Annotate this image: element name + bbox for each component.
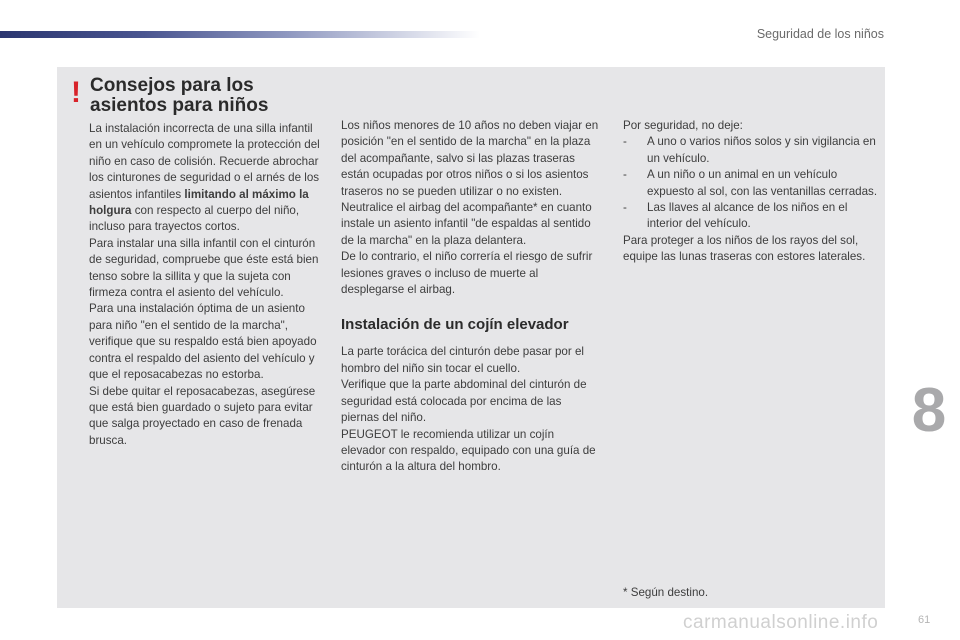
- column-3: [623, 118, 881, 266]
- paragraph-recommendation: PEUGEOT le recomienda utilizar un cojín elevador con respaldo, equipado con una guía de cinturón a la altura del hombro.: [341, 427, 596, 474]
- section-title: Consejos para los asientos para niños: [90, 75, 269, 116]
- paragraph-headrest: Si debe quitar el reposacabezas, asegúrese que está bien guardado o sujeto para evitar que salga proyectado en caso de frenada brusca.: [89, 384, 316, 447]
- emphasis-holgura: limitando al máximo la holgura: [89, 187, 309, 218]
- footnote: * Según destino.: [623, 586, 709, 599]
- paragraph-under-10: Los niños menores de 10 años no deben viajar en posición "en el sentido de la marcha" en la plaza del acompañante, salvo si las plazas traseras están ocupadas por otros niños o si los asientos traseros no se pueden utilizar o no existen.: [341, 119, 599, 198]
- list-item: - A uno o varios niños solos y sin vigilancia en un vehículo.: [623, 135, 876, 165]
- chapter-number: 8: [911, 376, 947, 445]
- watermark: carmanualsonline.info: [683, 612, 879, 633]
- list-item: - Las llaves al alcance de los niños en el interior del vehículo.: [623, 201, 848, 231]
- paragraph-risk: De lo contrario, el niño correría el riesgo de sufrir lesiones graves o incluso de muerte al desplegarse el airbag.: [341, 250, 593, 297]
- page-number: 61: [918, 614, 931, 626]
- paragraph-shoulder: La parte torácica del cinturón debe pasar por el hombro del niño sin tocar el cuello.: [341, 345, 584, 375]
- paragraph-lap-belt: Verifique que la parte abdominal del cinturón de seguridad está colocada por encima de las piernas del niño.: [341, 378, 587, 425]
- paragraph-forward-facing: Para una instalación óptima de un asiento para niño "en el sentido de la marcha", verifique que su respaldo está bien apoyado contra el respaldo del asiento del vehículo y que el reposacabezas no estorba.: [89, 302, 317, 382]
- column-1: [89, 121, 321, 449]
- paragraph-intro: Por seguridad, no deje:: [623, 119, 743, 132]
- paragraph-sun-protection: Para proteger a los niños de los rayos del sol, equipe las lunas traseras con estores laterales.: [623, 233, 866, 264]
- paragraph-airbag: Neutralice el airbag del acompañante* en cuanto instale un asiento infantil "de espaldas al sentido de la marcha" en la plaza delantera.: [341, 201, 592, 247]
- header-color-bar: [0, 31, 480, 38]
- column-2: [341, 118, 599, 476]
- chapter-title: Seguridad de los niños: [756, 27, 884, 41]
- subsection-title: Instalación de un cojín elevador: [341, 316, 569, 334]
- warning-exclamation-icon: !: [71, 76, 81, 109]
- paragraph-seatbelt: Para instalar una silla infantil con el cinturón de seguridad, compruebe que éste está bien tenso sobre la sillita y que la sujeta con firmeza contra el asiento del vehículo.: [89, 236, 319, 300]
- paragraph-installation: La instalación incorrecta de una silla infantil en un vehículo compromete la protección del niño en caso de colisión. Recuerde abrochar los cinturones de seguridad o el arnés de los asientos infantiles limitando al máximo la holgura con respecto al cuerpo del niño, incluso para trayectos cortos.: [89, 122, 320, 234]
- list-item: - A un niño o un animal en un vehículo expuesto al sol, con las ventanillas cerradas.: [623, 168, 878, 198]
